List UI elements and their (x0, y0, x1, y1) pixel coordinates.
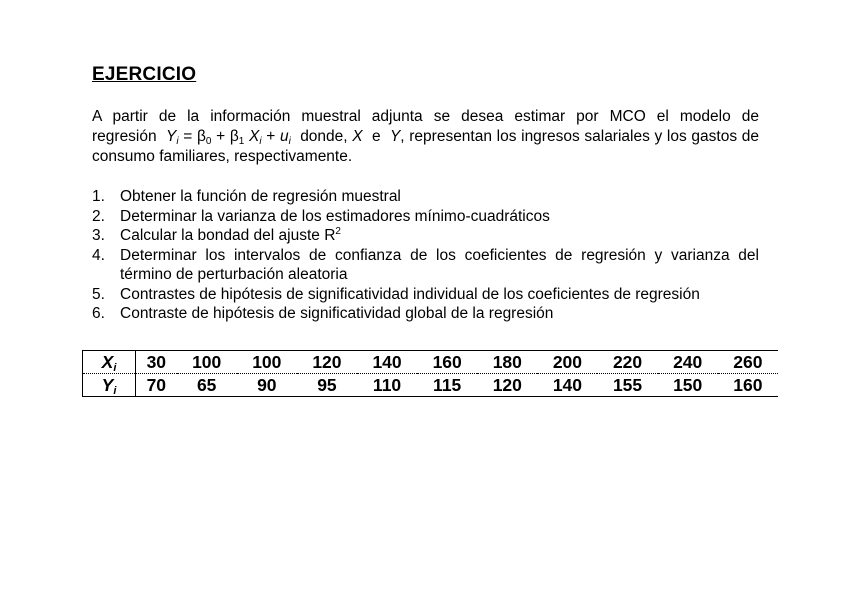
model-beta0-sub: 0 (205, 136, 212, 147)
table-cell: 150 (658, 374, 718, 397)
row-header-y (83, 374, 136, 397)
table-cell: 100 (237, 351, 297, 374)
row-header-x (83, 351, 136, 374)
table-cell: 120 (477, 374, 537, 397)
table-cell: 180 (477, 351, 537, 374)
task-superscript: 2 (335, 226, 341, 237)
intro-paragraph (92, 107, 759, 167)
model-y-sub: i (176, 136, 179, 147)
task-number: 3. (92, 227, 105, 244)
table-row-y (83, 374, 779, 397)
intro-text-after-model: , representan los ingresos salariales y los gastos de consumo familiares, respectivamente. (92, 128, 759, 165)
task-item (92, 285, 759, 305)
table-cell: 160 (718, 374, 778, 397)
model-beta0: β (196, 128, 206, 145)
table-cell: 140 (357, 351, 417, 374)
task-number: 6. (92, 305, 105, 322)
table-cell: 30 (136, 351, 177, 374)
table-cell: 260 (718, 351, 778, 374)
table-cell: 120 (297, 351, 357, 374)
task-list (92, 187, 759, 324)
task-text: Calcular la bondad del ajuste R (120, 227, 336, 244)
model-plus-1: + (216, 128, 226, 145)
intro-var-x: X (352, 128, 363, 145)
intro-text-donde: donde, (300, 128, 348, 145)
table-cell: 65 (177, 374, 237, 397)
table-cell: 160 (417, 351, 477, 374)
table-cell: 70 (136, 374, 177, 397)
intro-conj: e (371, 128, 381, 145)
model-equals: = (183, 128, 193, 145)
model-x: X (249, 128, 260, 145)
model-beta1: β (229, 128, 239, 145)
task-item (92, 207, 759, 227)
task-text: Contraste de hipótesis de significatividad global de la regresión (120, 305, 554, 322)
model-u-sub: i (288, 136, 291, 147)
model-u: u (279, 128, 289, 145)
table-cell: 100 (177, 351, 237, 374)
table-cell: 90 (237, 374, 297, 397)
task-number: 1. (92, 188, 105, 205)
table-row-x (83, 351, 779, 374)
table-cell: 220 (597, 351, 657, 374)
row-header-x-label: X (101, 351, 114, 372)
model-x-sub: i (259, 136, 262, 147)
task-item (92, 226, 759, 246)
table-cell: 155 (597, 374, 657, 397)
table-cell: 200 (537, 351, 597, 374)
task-number: 5. (92, 285, 105, 303)
intro-var-y: Y (389, 128, 401, 145)
task-text: Determinar los intervalos de confianza de los coeficientes de regresión y varianza del término de perturbación aleatoria (120, 246, 759, 283)
table-cell: 240 (658, 351, 718, 374)
table-cell: 140 (537, 374, 597, 397)
model-beta1-sub: 1 (238, 136, 245, 147)
task-item (92, 304, 759, 324)
task-item (92, 187, 759, 207)
table-cell: 115 (417, 374, 477, 397)
row-header-x-sub: i (113, 361, 117, 374)
task-number: 2. (92, 207, 105, 225)
task-text: Contrastes de hipótesis de significatividad individual de los coeficientes de regresión (120, 285, 700, 303)
row-header-y-label: Y (101, 374, 114, 395)
table-cell: 95 (297, 374, 357, 397)
task-number: 4. (92, 246, 105, 264)
model-plus-2: + (266, 128, 276, 145)
document-title: EJERCICIO (92, 64, 197, 85)
table-cell: 110 (357, 374, 417, 397)
model-y: Y (165, 128, 177, 145)
task-item (92, 246, 759, 285)
row-header-y-sub: i (113, 384, 117, 397)
task-text: Determinar la varianza de los estimadores mínimo-cuadráticos (120, 207, 550, 225)
task-text: Obtener la función de regresión muestral (120, 188, 401, 205)
data-table (82, 350, 778, 397)
regression-model-formula (166, 128, 291, 145)
intro-text-before-model: A partir de la información muestral adjunta se desea estimar por MCO el modelo de regresión (92, 108, 759, 145)
